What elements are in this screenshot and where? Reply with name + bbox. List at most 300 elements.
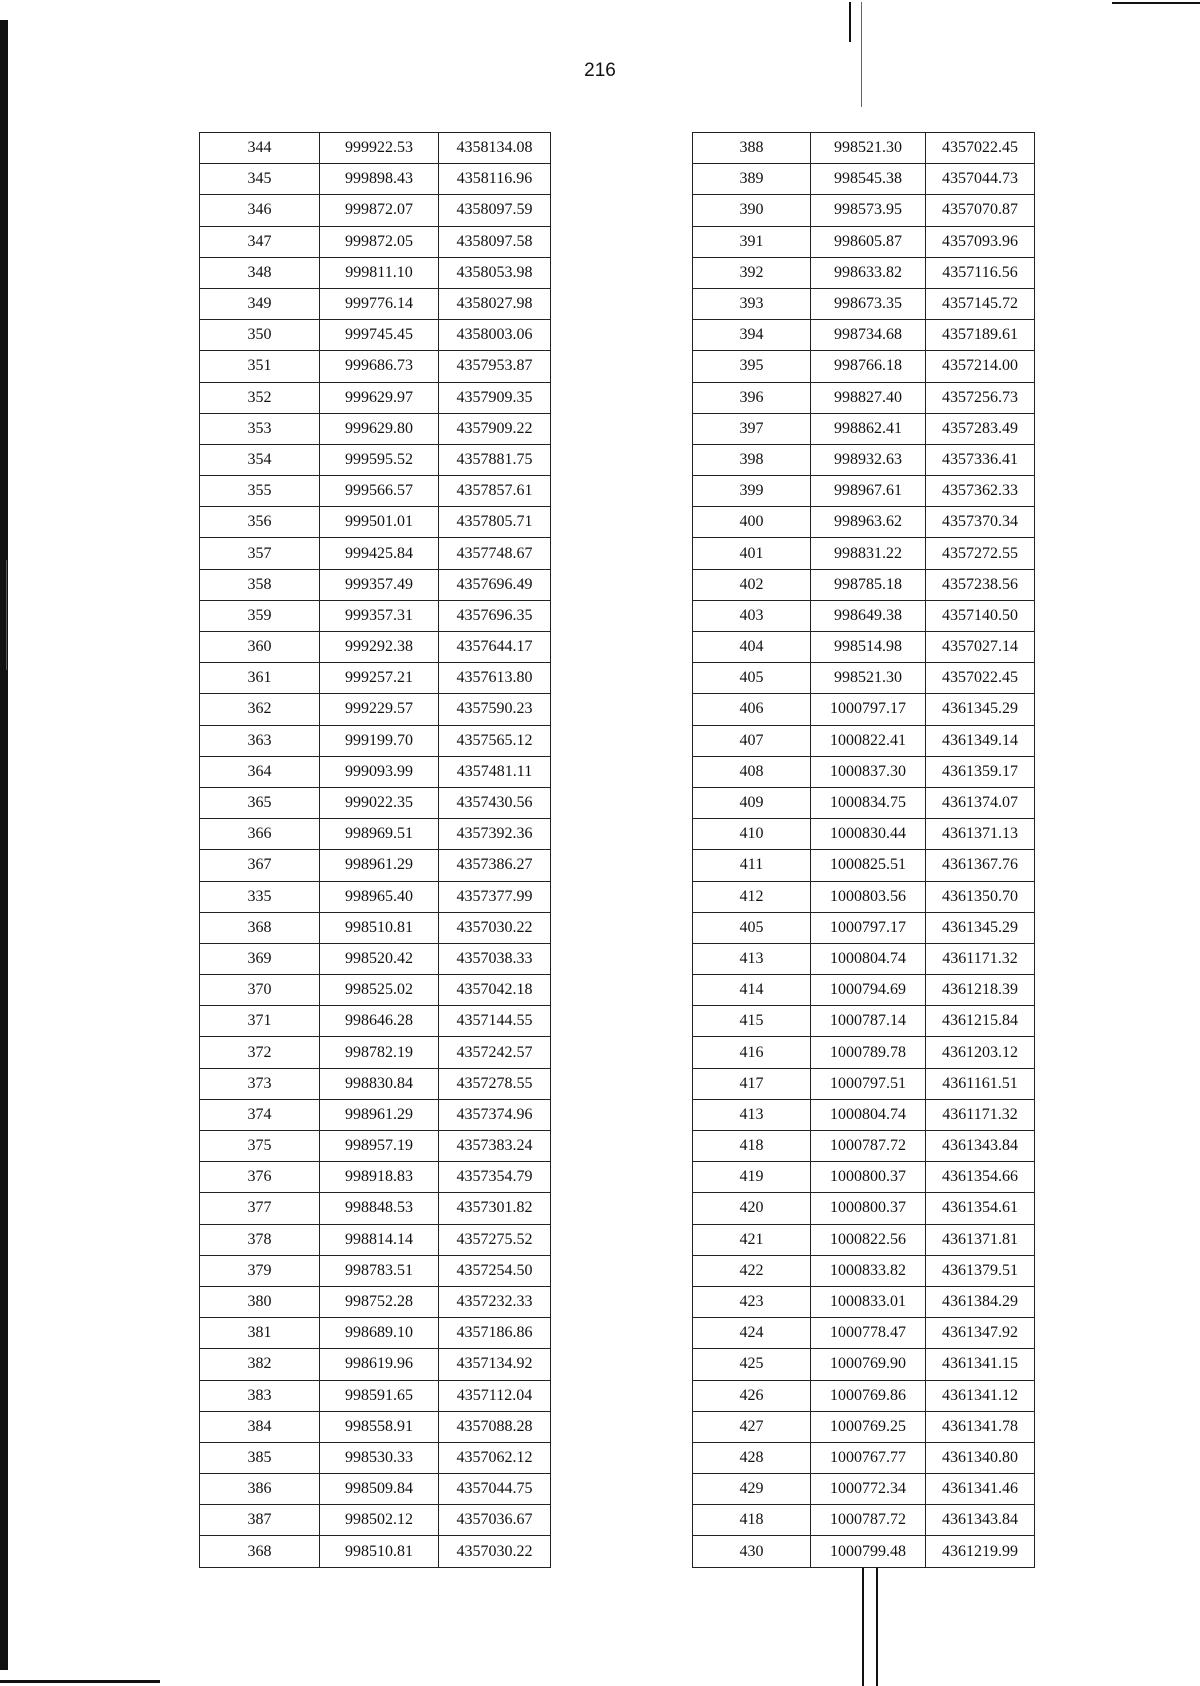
x-coordinate-cell: 998961.29 bbox=[320, 1099, 439, 1130]
point-number-cell: 413 bbox=[693, 1099, 811, 1130]
x-coordinate-cell: 998961.29 bbox=[320, 850, 439, 881]
point-number-cell: 368 bbox=[200, 1536, 320, 1567]
table-row bbox=[693, 975, 1035, 1006]
y-coordinate-cell: 4357377.99 bbox=[439, 881, 551, 912]
point-number-cell: 414 bbox=[693, 975, 811, 1006]
point-number-cell: 345 bbox=[200, 164, 320, 195]
y-coordinate-cell: 4357430.56 bbox=[439, 787, 551, 818]
x-coordinate-cell: 998965.40 bbox=[320, 881, 439, 912]
point-number-cell: 426 bbox=[693, 1380, 811, 1411]
y-coordinate-cell: 4358097.59 bbox=[439, 195, 551, 226]
point-number-cell: 428 bbox=[693, 1442, 811, 1473]
y-coordinate-cell: 4361343.84 bbox=[926, 1505, 1035, 1536]
x-coordinate-cell: 1000804.74 bbox=[811, 1099, 926, 1130]
y-coordinate-cell: 4357242.57 bbox=[439, 1037, 551, 1068]
point-number-cell: 346 bbox=[200, 195, 320, 226]
x-coordinate-cell: 1000800.37 bbox=[811, 1193, 926, 1224]
point-number-cell: 385 bbox=[200, 1442, 320, 1473]
x-coordinate-cell: 1000778.47 bbox=[811, 1318, 926, 1349]
table-row bbox=[200, 756, 551, 787]
x-coordinate-cell: 999292.38 bbox=[320, 632, 439, 663]
y-coordinate-cell: 4357953.87 bbox=[439, 351, 551, 382]
table-row bbox=[693, 133, 1035, 164]
table-row bbox=[693, 1193, 1035, 1224]
table-row bbox=[693, 444, 1035, 475]
point-number-cell: 377 bbox=[200, 1193, 320, 1224]
y-coordinate-cell: 4361345.29 bbox=[926, 694, 1035, 725]
point-number-cell: 430 bbox=[693, 1536, 811, 1567]
x-coordinate-cell: 998783.51 bbox=[320, 1255, 439, 1286]
table-row bbox=[693, 756, 1035, 787]
y-coordinate-cell: 4357214.00 bbox=[926, 351, 1035, 382]
x-coordinate-cell: 1000787.14 bbox=[811, 1006, 926, 1037]
point-number-cell: 416 bbox=[693, 1037, 811, 1068]
point-number-cell: 425 bbox=[693, 1349, 811, 1380]
y-coordinate-cell: 4361340.80 bbox=[926, 1442, 1035, 1473]
binding-mark bbox=[849, 2, 851, 42]
x-coordinate-cell: 998814.14 bbox=[320, 1224, 439, 1255]
y-coordinate-cell: 4361341.12 bbox=[926, 1380, 1035, 1411]
table-row bbox=[200, 569, 551, 600]
table-row bbox=[200, 1068, 551, 1099]
x-coordinate-cell: 998827.40 bbox=[811, 382, 926, 413]
y-coordinate-cell: 4357857.61 bbox=[439, 476, 551, 507]
y-coordinate-cell: 4361343.84 bbox=[926, 1131, 1035, 1162]
y-coordinate-cell: 4357022.45 bbox=[926, 663, 1035, 694]
point-number-cell: 384 bbox=[200, 1411, 320, 1442]
point-number-cell: 370 bbox=[200, 975, 320, 1006]
y-coordinate-cell: 4357370.34 bbox=[926, 507, 1035, 538]
scan-corner-line bbox=[0, 1680, 160, 1683]
point-number-cell: 375 bbox=[200, 1131, 320, 1162]
point-number-cell: 359 bbox=[200, 600, 320, 631]
table-row bbox=[200, 538, 551, 569]
point-number-cell: 371 bbox=[200, 1006, 320, 1037]
x-coordinate-cell: 998619.96 bbox=[320, 1349, 439, 1380]
y-coordinate-cell: 4357062.12 bbox=[439, 1442, 551, 1473]
point-number-cell: 353 bbox=[200, 413, 320, 444]
x-coordinate-cell: 1000822.41 bbox=[811, 725, 926, 756]
point-number-cell: 386 bbox=[200, 1474, 320, 1505]
point-number-cell: 422 bbox=[693, 1255, 811, 1286]
x-coordinate-cell: 998573.95 bbox=[811, 195, 926, 226]
y-coordinate-cell: 4357232.33 bbox=[439, 1286, 551, 1317]
y-coordinate-cell: 4357145.72 bbox=[926, 288, 1035, 319]
y-coordinate-cell: 4358134.08 bbox=[439, 133, 551, 164]
x-coordinate-cell: 1000769.86 bbox=[811, 1380, 926, 1411]
x-coordinate-cell: 1000787.72 bbox=[811, 1131, 926, 1162]
x-coordinate-cell: 998932.63 bbox=[811, 444, 926, 475]
x-coordinate-cell: 998510.81 bbox=[320, 1536, 439, 1567]
y-coordinate-cell: 4357301.82 bbox=[439, 1193, 551, 1224]
point-number-cell: 348 bbox=[200, 257, 320, 288]
point-number-cell: 418 bbox=[693, 1505, 811, 1536]
table-row bbox=[200, 1255, 551, 1286]
point-number-cell: 356 bbox=[200, 507, 320, 538]
table-row bbox=[693, 1442, 1035, 1473]
binding-mark bbox=[876, 1568, 878, 1686]
x-coordinate-cell: 998591.65 bbox=[320, 1380, 439, 1411]
table-row bbox=[693, 1099, 1035, 1130]
point-number-cell: 413 bbox=[693, 943, 811, 974]
point-number-cell: 354 bbox=[200, 444, 320, 475]
x-coordinate-cell: 998514.98 bbox=[811, 632, 926, 663]
point-number-cell: 409 bbox=[693, 787, 811, 818]
x-coordinate-cell: 999022.35 bbox=[320, 787, 439, 818]
table-row bbox=[693, 943, 1035, 974]
point-number-cell: 379 bbox=[200, 1255, 320, 1286]
table-row bbox=[200, 476, 551, 507]
point-number-cell: 374 bbox=[200, 1099, 320, 1130]
y-coordinate-cell: 4357238.56 bbox=[926, 569, 1035, 600]
x-coordinate-cell: 999811.10 bbox=[320, 257, 439, 288]
y-coordinate-cell: 4357590.23 bbox=[439, 694, 551, 725]
table-row bbox=[693, 351, 1035, 382]
table-row bbox=[693, 694, 1035, 725]
table-row bbox=[693, 288, 1035, 319]
point-number-cell: 381 bbox=[200, 1318, 320, 1349]
x-coordinate-cell: 998502.12 bbox=[320, 1505, 439, 1536]
y-coordinate-cell: 4361349.14 bbox=[926, 725, 1035, 756]
y-coordinate-cell: 4357748.67 bbox=[439, 538, 551, 569]
x-coordinate-cell: 999199.70 bbox=[320, 725, 439, 756]
y-coordinate-cell: 4361215.84 bbox=[926, 1006, 1035, 1037]
x-coordinate-cell: 1000799.48 bbox=[811, 1536, 926, 1567]
table-row bbox=[200, 787, 551, 818]
y-coordinate-cell: 4357030.22 bbox=[439, 1536, 551, 1567]
y-coordinate-cell: 4361203.12 bbox=[926, 1037, 1035, 1068]
x-coordinate-cell: 999257.21 bbox=[320, 663, 439, 694]
y-coordinate-cell: 4357275.52 bbox=[439, 1224, 551, 1255]
x-coordinate-cell: 999595.52 bbox=[320, 444, 439, 475]
x-coordinate-cell: 1000825.51 bbox=[811, 850, 926, 881]
table-row bbox=[693, 226, 1035, 257]
y-coordinate-cell: 4357481.11 bbox=[439, 756, 551, 787]
point-number-cell: 368 bbox=[200, 912, 320, 943]
x-coordinate-cell: 998633.82 bbox=[811, 257, 926, 288]
point-number-cell: 419 bbox=[693, 1162, 811, 1193]
table-row bbox=[693, 1474, 1035, 1505]
table-row bbox=[693, 1131, 1035, 1162]
y-coordinate-cell: 4358053.98 bbox=[439, 257, 551, 288]
table-row bbox=[200, 1536, 551, 1567]
x-coordinate-cell: 1000833.01 bbox=[811, 1286, 926, 1317]
x-coordinate-cell: 999501.01 bbox=[320, 507, 439, 538]
table-row bbox=[200, 351, 551, 382]
point-number-cell: 363 bbox=[200, 725, 320, 756]
table-row bbox=[200, 1411, 551, 1442]
table-row bbox=[200, 320, 551, 351]
y-coordinate-cell: 4357042.18 bbox=[439, 975, 551, 1006]
table-row bbox=[200, 912, 551, 943]
table-row bbox=[693, 725, 1035, 756]
y-coordinate-cell: 4357112.04 bbox=[439, 1380, 551, 1411]
table-row bbox=[200, 694, 551, 725]
table-row bbox=[693, 476, 1035, 507]
x-coordinate-cell: 998689.10 bbox=[320, 1318, 439, 1349]
table-row bbox=[693, 1037, 1035, 1068]
y-coordinate-cell: 4357044.75 bbox=[439, 1474, 551, 1505]
y-coordinate-cell: 4361345.29 bbox=[926, 912, 1035, 943]
y-coordinate-cell: 4357027.14 bbox=[926, 632, 1035, 663]
table-row bbox=[693, 850, 1035, 881]
y-coordinate-cell: 4357038.33 bbox=[439, 943, 551, 974]
table-row bbox=[200, 663, 551, 694]
point-number-cell: 408 bbox=[693, 756, 811, 787]
table-row bbox=[200, 1474, 551, 1505]
point-number-cell: 393 bbox=[693, 288, 811, 319]
x-coordinate-cell: 999229.57 bbox=[320, 694, 439, 725]
y-coordinate-cell: 4357283.49 bbox=[926, 413, 1035, 444]
x-coordinate-cell: 998918.83 bbox=[320, 1162, 439, 1193]
x-coordinate-cell: 998848.53 bbox=[320, 1193, 439, 1224]
table-row bbox=[693, 819, 1035, 850]
y-coordinate-cell: 4361359.17 bbox=[926, 756, 1035, 787]
point-number-cell: 355 bbox=[200, 476, 320, 507]
point-number-cell: 358 bbox=[200, 569, 320, 600]
x-coordinate-cell: 999566.57 bbox=[320, 476, 439, 507]
table-row bbox=[693, 320, 1035, 351]
x-coordinate-cell: 998785.18 bbox=[811, 569, 926, 600]
table-row bbox=[693, 632, 1035, 663]
x-coordinate-cell: 998782.19 bbox=[320, 1037, 439, 1068]
point-number-cell: 380 bbox=[200, 1286, 320, 1317]
y-coordinate-cell: 4361350.70 bbox=[926, 881, 1035, 912]
point-number-cell: 365 bbox=[200, 787, 320, 818]
y-coordinate-cell: 4361371.13 bbox=[926, 819, 1035, 850]
table-row bbox=[200, 444, 551, 475]
point-number-cell: 403 bbox=[693, 600, 811, 631]
x-coordinate-cell: 998969.51 bbox=[320, 819, 439, 850]
table-body bbox=[200, 133, 551, 1568]
scan-corner-line bbox=[1112, 2, 1200, 4]
point-number-cell: 344 bbox=[200, 133, 320, 164]
point-number-cell: 382 bbox=[200, 1349, 320, 1380]
page-number: 216 bbox=[584, 60, 616, 81]
point-number-cell: 394 bbox=[693, 320, 811, 351]
point-number-cell: 349 bbox=[200, 288, 320, 319]
y-coordinate-cell: 4358097.58 bbox=[439, 226, 551, 257]
point-number-cell: 383 bbox=[200, 1380, 320, 1411]
point-number-cell: 404 bbox=[693, 632, 811, 663]
point-number-cell: 407 bbox=[693, 725, 811, 756]
y-coordinate-cell: 4361161.51 bbox=[926, 1068, 1035, 1099]
y-coordinate-cell: 4357909.22 bbox=[439, 413, 551, 444]
binding-mark bbox=[862, 1568, 864, 1686]
y-coordinate-cell: 4357186.86 bbox=[439, 1318, 551, 1349]
coordinates-table-right bbox=[692, 132, 1035, 1568]
x-coordinate-cell: 1000834.75 bbox=[811, 787, 926, 818]
y-coordinate-cell: 4357036.67 bbox=[439, 1505, 551, 1536]
y-coordinate-cell: 4361171.32 bbox=[926, 1099, 1035, 1130]
table-row bbox=[693, 569, 1035, 600]
scan-edge-bar bbox=[0, 20, 8, 1670]
x-coordinate-cell: 1000797.51 bbox=[811, 1068, 926, 1099]
table-row bbox=[693, 195, 1035, 226]
table-row bbox=[693, 1349, 1035, 1380]
table-row bbox=[200, 1224, 551, 1255]
y-coordinate-cell: 4361341.46 bbox=[926, 1474, 1035, 1505]
point-number-cell: 399 bbox=[693, 476, 811, 507]
x-coordinate-cell: 998521.30 bbox=[811, 663, 926, 694]
x-coordinate-cell: 999093.99 bbox=[320, 756, 439, 787]
point-number-cell: 423 bbox=[693, 1286, 811, 1317]
point-number-cell: 424 bbox=[693, 1318, 811, 1349]
table-row bbox=[693, 1255, 1035, 1286]
y-coordinate-cell: 4357134.92 bbox=[439, 1349, 551, 1380]
x-coordinate-cell: 998605.87 bbox=[811, 226, 926, 257]
x-coordinate-cell: 1000769.90 bbox=[811, 1349, 926, 1380]
table-row bbox=[693, 257, 1035, 288]
y-coordinate-cell: 4361347.92 bbox=[926, 1318, 1035, 1349]
y-coordinate-cell: 4357022.45 bbox=[926, 133, 1035, 164]
table-row bbox=[200, 507, 551, 538]
x-coordinate-cell: 998963.62 bbox=[811, 507, 926, 538]
y-coordinate-cell: 4357696.49 bbox=[439, 569, 551, 600]
x-coordinate-cell: 999686.73 bbox=[320, 351, 439, 382]
x-coordinate-cell: 999629.80 bbox=[320, 413, 439, 444]
table-row bbox=[200, 725, 551, 756]
point-number-cell: 378 bbox=[200, 1224, 320, 1255]
x-coordinate-cell: 998509.84 bbox=[320, 1474, 439, 1505]
y-coordinate-cell: 4357374.96 bbox=[439, 1099, 551, 1130]
table-row bbox=[693, 912, 1035, 943]
table-row bbox=[693, 600, 1035, 631]
point-number-cell: 351 bbox=[200, 351, 320, 382]
table-row bbox=[200, 1442, 551, 1473]
y-coordinate-cell: 4357383.24 bbox=[439, 1131, 551, 1162]
x-coordinate-cell: 998525.02 bbox=[320, 975, 439, 1006]
table-row bbox=[693, 1286, 1035, 1317]
y-coordinate-cell: 4357189.61 bbox=[926, 320, 1035, 351]
point-number-cell: 357 bbox=[200, 538, 320, 569]
x-coordinate-cell: 1000767.77 bbox=[811, 1442, 926, 1473]
table-row bbox=[200, 1099, 551, 1130]
y-coordinate-cell: 4357256.73 bbox=[926, 382, 1035, 413]
point-number-cell: 369 bbox=[200, 943, 320, 974]
x-coordinate-cell: 1000794.69 bbox=[811, 975, 926, 1006]
point-number-cell: 366 bbox=[200, 819, 320, 850]
table-row bbox=[693, 663, 1035, 694]
x-coordinate-cell: 998830.84 bbox=[320, 1068, 439, 1099]
table-row bbox=[693, 881, 1035, 912]
y-coordinate-cell: 4358116.96 bbox=[439, 164, 551, 195]
x-coordinate-cell: 1000787.72 bbox=[811, 1505, 926, 1536]
binding-mark bbox=[861, 2, 862, 107]
x-coordinate-cell: 998530.33 bbox=[320, 1442, 439, 1473]
table-row bbox=[693, 787, 1035, 818]
x-coordinate-cell: 998957.19 bbox=[320, 1131, 439, 1162]
y-coordinate-cell: 4357909.35 bbox=[439, 382, 551, 413]
y-coordinate-cell: 4361374.07 bbox=[926, 787, 1035, 818]
table-row bbox=[200, 1006, 551, 1037]
table-row bbox=[693, 1380, 1035, 1411]
x-coordinate-cell: 999776.14 bbox=[320, 288, 439, 319]
y-coordinate-cell: 4357392.36 bbox=[439, 819, 551, 850]
point-number-cell: 373 bbox=[200, 1068, 320, 1099]
y-coordinate-cell: 4358027.98 bbox=[439, 288, 551, 319]
point-number-cell: 421 bbox=[693, 1224, 811, 1255]
x-coordinate-cell: 999872.05 bbox=[320, 226, 439, 257]
x-coordinate-cell: 999425.84 bbox=[320, 538, 439, 569]
x-coordinate-cell: 998521.30 bbox=[811, 133, 926, 164]
point-number-cell: 350 bbox=[200, 320, 320, 351]
table-row bbox=[693, 382, 1035, 413]
point-number-cell: 390 bbox=[693, 195, 811, 226]
x-coordinate-cell: 999898.43 bbox=[320, 164, 439, 195]
table-row bbox=[693, 538, 1035, 569]
x-coordinate-cell: 1000772.34 bbox=[811, 1474, 926, 1505]
point-number-cell: 402 bbox=[693, 569, 811, 600]
table-row bbox=[693, 1224, 1035, 1255]
x-coordinate-cell: 998646.28 bbox=[320, 1006, 439, 1037]
table-row bbox=[200, 257, 551, 288]
y-coordinate-cell: 4357140.50 bbox=[926, 600, 1035, 631]
x-coordinate-cell: 998752.28 bbox=[320, 1286, 439, 1317]
point-number-cell: 417 bbox=[693, 1068, 811, 1099]
y-coordinate-cell: 4361371.81 bbox=[926, 1224, 1035, 1255]
y-coordinate-cell: 4357030.22 bbox=[439, 912, 551, 943]
point-number-cell: 361 bbox=[200, 663, 320, 694]
y-coordinate-cell: 4357696.35 bbox=[439, 600, 551, 631]
x-coordinate-cell: 999357.31 bbox=[320, 600, 439, 631]
x-coordinate-cell: 998862.41 bbox=[811, 413, 926, 444]
point-number-cell: 367 bbox=[200, 850, 320, 881]
y-coordinate-cell: 4357144.55 bbox=[439, 1006, 551, 1037]
point-number-cell: 352 bbox=[200, 382, 320, 413]
x-coordinate-cell: 998558.91 bbox=[320, 1411, 439, 1442]
y-coordinate-cell: 4357386.27 bbox=[439, 850, 551, 881]
table-row bbox=[693, 1318, 1035, 1349]
table-row bbox=[200, 975, 551, 1006]
point-number-cell: 429 bbox=[693, 1474, 811, 1505]
table-row bbox=[693, 413, 1035, 444]
y-coordinate-cell: 4357278.55 bbox=[439, 1068, 551, 1099]
table-row bbox=[200, 881, 551, 912]
point-number-cell: 427 bbox=[693, 1411, 811, 1442]
y-coordinate-cell: 4361219.99 bbox=[926, 1536, 1035, 1567]
x-coordinate-cell: 999629.97 bbox=[320, 382, 439, 413]
y-coordinate-cell: 4357116.56 bbox=[926, 257, 1035, 288]
table-row bbox=[200, 1349, 551, 1380]
x-coordinate-cell: 998766.18 bbox=[811, 351, 926, 382]
x-coordinate-cell: 998649.38 bbox=[811, 600, 926, 631]
point-number-cell: 364 bbox=[200, 756, 320, 787]
point-number-cell: 372 bbox=[200, 1037, 320, 1068]
y-coordinate-cell: 4357805.71 bbox=[439, 507, 551, 538]
table-row bbox=[200, 1505, 551, 1536]
y-coordinate-cell: 4357881.75 bbox=[439, 444, 551, 475]
x-coordinate-cell: 1000797.17 bbox=[811, 694, 926, 725]
x-coordinate-cell: 1000804.74 bbox=[811, 943, 926, 974]
table-row bbox=[200, 382, 551, 413]
x-coordinate-cell: 1000830.44 bbox=[811, 819, 926, 850]
y-coordinate-cell: 4361354.66 bbox=[926, 1162, 1035, 1193]
x-coordinate-cell: 1000789.78 bbox=[811, 1037, 926, 1068]
y-coordinate-cell: 4361341.15 bbox=[926, 1349, 1035, 1380]
point-number-cell: 405 bbox=[693, 663, 811, 694]
point-number-cell: 400 bbox=[693, 507, 811, 538]
y-coordinate-cell: 4361379.51 bbox=[926, 1255, 1035, 1286]
x-coordinate-cell: 1000769.25 bbox=[811, 1411, 926, 1442]
table-row bbox=[200, 1193, 551, 1224]
x-coordinate-cell: 999922.53 bbox=[320, 133, 439, 164]
table-row bbox=[200, 226, 551, 257]
y-coordinate-cell: 4357044.73 bbox=[926, 164, 1035, 195]
x-coordinate-cell: 1000800.37 bbox=[811, 1162, 926, 1193]
table-row bbox=[200, 850, 551, 881]
y-coordinate-cell: 4357354.79 bbox=[439, 1162, 551, 1193]
